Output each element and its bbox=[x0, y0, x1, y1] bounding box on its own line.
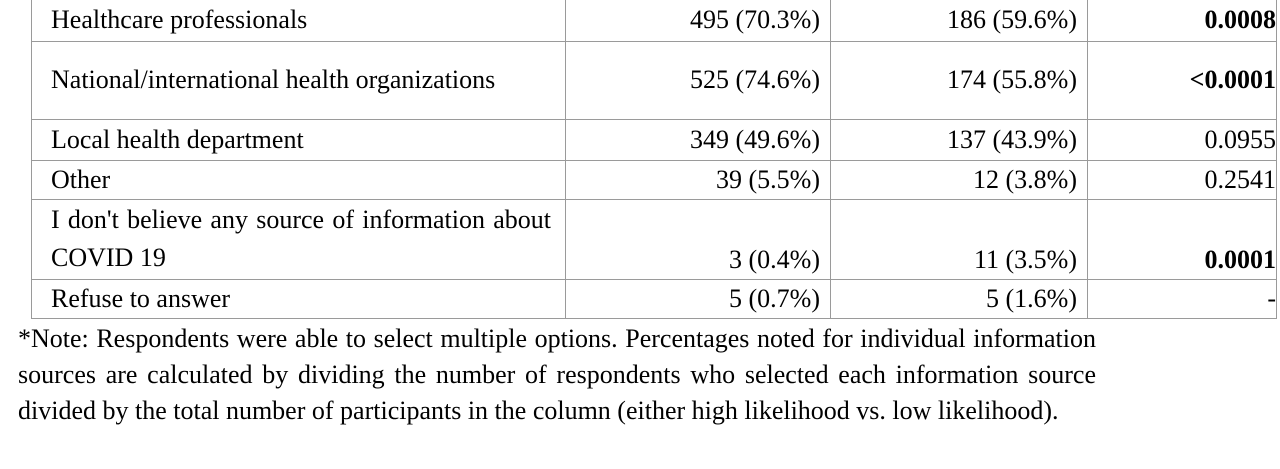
p-value: - bbox=[1088, 279, 1277, 318]
row-label: Local health department bbox=[32, 119, 566, 160]
high-likelihood-value: 3 (0.4%) bbox=[566, 199, 831, 279]
low-likelihood-value: 137 (43.9%) bbox=[831, 119, 1088, 160]
row-label: Refuse to answer bbox=[32, 279, 566, 318]
low-likelihood-value: 174 (55.8%) bbox=[831, 41, 1088, 119]
row-label: National/international health organizations bbox=[32, 41, 566, 119]
high-likelihood-value: 5 (0.7%) bbox=[566, 279, 831, 318]
low-likelihood-value: 186 (59.6%) bbox=[831, 0, 1088, 41]
high-likelihood-value: 39 (5.5%) bbox=[566, 160, 831, 199]
high-likelihood-value: 349 (49.6%) bbox=[566, 119, 831, 160]
low-likelihood-value: 11 (3.5%) bbox=[831, 199, 1088, 279]
row-label: Other bbox=[32, 160, 566, 199]
table-row bbox=[32, 160, 1277, 199]
low-likelihood-value: 12 (3.8%) bbox=[831, 160, 1088, 199]
row-label: I don't believe any source of information about COVID 19 bbox=[32, 199, 566, 279]
table-row bbox=[32, 0, 1277, 41]
p-value: 0.0008 bbox=[1088, 0, 1277, 41]
table-row bbox=[32, 119, 1277, 160]
p-value: 0.0001 bbox=[1088, 199, 1277, 279]
table-footnote: *Note: Respondents were able to select multiple options. Percentages noted for individual information sources are calculated by dividing the number of respondents who selected each information source divided by the total number of participants in the column (either high likelihood vs. low likelihood). bbox=[18, 324, 1096, 425]
table-row bbox=[32, 199, 1277, 279]
information-sources-table bbox=[31, 0, 1277, 319]
low-likelihood-value: 5 (1.6%) bbox=[831, 279, 1088, 318]
table-row bbox=[32, 41, 1277, 119]
p-value: 0.0955 bbox=[1088, 119, 1277, 160]
high-likelihood-value: 495 (70.3%) bbox=[566, 0, 831, 41]
p-value: 0.2541 bbox=[1088, 160, 1277, 199]
table-row bbox=[32, 279, 1277, 318]
p-value: <0.0001 bbox=[1088, 41, 1277, 119]
row-label: Healthcare professionals bbox=[32, 0, 566, 41]
high-likelihood-value: 525 (74.6%) bbox=[566, 41, 831, 119]
